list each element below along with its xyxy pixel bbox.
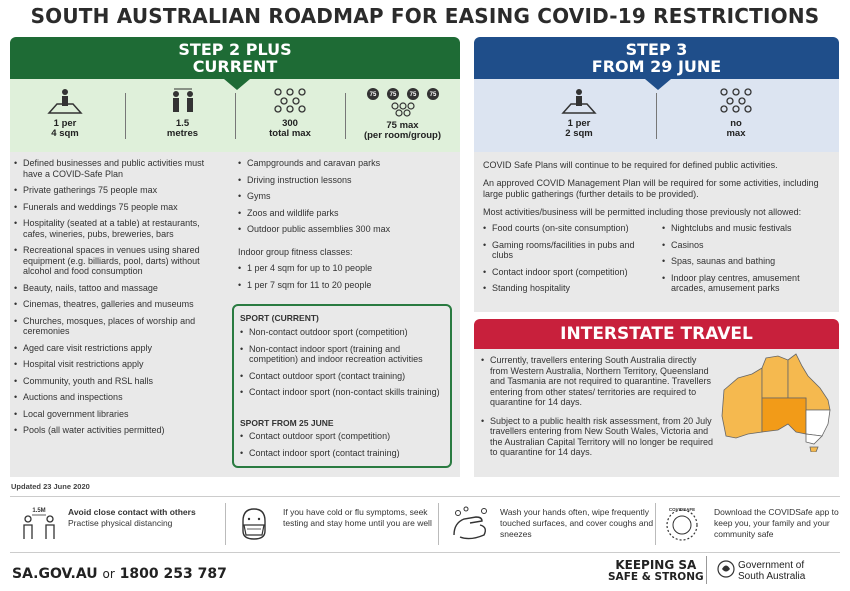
contact-or: or	[102, 567, 115, 581]
list-item: • Community, youth and RSL halls	[14, 376, 226, 387]
interstate-list	[481, 355, 716, 464]
step2-group-cell	[345, 79, 460, 152]
step3-max-line2: max	[726, 128, 746, 139]
fitness-heading: Indoor group fitness classes:	[238, 247, 353, 257]
list-item: • Casinos	[662, 240, 834, 251]
list-item: • Currently, travellers entering South Australia directly from Western Australia, Northern Territory, Queensland and Tasmania are not required to quarantine. Travellers entering from other states/ territories are required to quarantine for 14 days.	[481, 355, 716, 408]
distance-1-5m-icon	[20, 505, 58, 541]
step2-total-line2: total max	[269, 128, 311, 139]
covidsafe-app-icon	[662, 505, 702, 545]
list-item: • Gaming rooms/facilities in pubs and clubs	[483, 240, 653, 261]
step2-list-col2	[238, 158, 453, 241]
badge-75: 75	[389, 92, 396, 98]
list-item: • Outdoor public assemblies 300 max	[238, 224, 453, 235]
list-item: • Food courts (on-site consumption)	[483, 223, 653, 234]
brand-line1: KEEPING SA	[615, 558, 697, 572]
website-link[interactable]: SA.GOV.AU	[12, 566, 98, 582]
map-wa	[722, 368, 762, 438]
step3-max-line1: no	[730, 118, 742, 129]
government-line2: South Australia	[738, 571, 806, 582]
tip-hands-text: Wash your hands often, wipe frequently touched surfaces, and cover coughs and sneezes	[500, 507, 654, 539]
step3-notch	[645, 79, 671, 90]
person-on-mat-icon	[559, 87, 599, 115]
phone-number[interactable]: 1800 253 787	[119, 566, 227, 582]
list-item: • 1 per 7 sqm for 11 to 20 people	[238, 280, 453, 291]
sport-box	[232, 304, 452, 468]
list-item: • Subject to a public health risk assessment, from 20 July travellers entering from New South Wales, Victoria and the Australian Capital Territory will no longer be required to quarantine for 14 days.	[481, 416, 716, 458]
list-item: • Non-contact indoor sport (training and competition) and indoor recreation activities	[240, 344, 446, 365]
step3-list-col1	[483, 223, 653, 300]
tip-app	[662, 497, 840, 551]
badge-75: 75	[369, 92, 376, 98]
step3-para3: Most activities/business will be permitted including those previously not allowed:	[483, 207, 802, 217]
updated-date: Updated 23 June 2020	[11, 482, 90, 491]
list-item: • Hospital visit restrictions apply	[14, 359, 226, 370]
government-crest-icon	[717, 558, 735, 580]
crowd-icon	[714, 87, 758, 115]
interstate-heading: INTERSTATE TRAVEL	[474, 319, 839, 349]
list-item: • Cinemas, theatres, galleries and museums	[14, 299, 226, 310]
step2-distance-cell	[125, 79, 240, 152]
list-item: • Gyms	[238, 191, 453, 202]
list-item: • Contact outdoor sport (competition)	[240, 431, 446, 442]
contact-line	[12, 566, 227, 582]
list-item: • Churches, mosques, places of worship and ceremonies	[14, 316, 226, 337]
page-title: SOUTH AUSTRALIAN ROADMAP FOR EASING COVID-19 RESTRICTIONS	[30, 4, 820, 28]
step3-para2: An approved COVID Management Plan will be required for some activities, including large public gatherings (further details to be provided).	[483, 178, 819, 199]
fitness-list	[238, 263, 453, 296]
step3-para1: COVID Safe Plans will continue to be required for defined public activities.	[483, 160, 778, 170]
step3-heading	[474, 37, 839, 79]
tip-symptoms	[235, 497, 435, 551]
sport-current-heading: SPORT (CURRENT)	[240, 313, 319, 323]
list-item: • Recreational spaces in venues using shared equipment (e.g. billiards, pool, darts) without alcohol and food consumption	[14, 245, 226, 277]
list-item: • Zoos and wildlife parks	[238, 208, 453, 219]
covidsafe-badge: COVIDSAFE	[668, 507, 696, 512]
step2-density-line1: 1 per	[53, 118, 77, 129]
badge-75: 75	[409, 92, 416, 98]
badge-75: 75	[429, 92, 436, 98]
step2-distance-line2: metres	[166, 128, 199, 139]
step3-heading-line1: STEP 3	[625, 40, 688, 59]
divider	[225, 503, 226, 545]
step2-density-line2: 4 sqm	[51, 128, 79, 139]
list-item: • Pools (all water activities permitted)	[14, 425, 226, 436]
list-item: • Contact indoor sport (competition)	[483, 267, 653, 278]
tip-symptoms-text: If you have cold or flu symptoms, seek testing and stay home until you are well	[283, 507, 432, 528]
step2-notch	[224, 79, 250, 90]
list-item: • Driving instruction lessons	[238, 175, 453, 186]
list-item: • Auctions and inspections	[14, 392, 226, 403]
step2-heading	[10, 37, 460, 79]
sport-june-list	[240, 431, 446, 464]
tip-distance-title: Avoid close contact with others	[68, 507, 196, 517]
tip-distance-text: Practise physical distancing	[68, 518, 173, 528]
two-people-spacing-icon	[163, 87, 203, 115]
hand-washing-icon	[450, 505, 490, 543]
step2-distance-line1: 1.5	[175, 118, 190, 129]
government-line1: Government of	[738, 560, 805, 571]
list-item: • Funerals and weddings 75 people max	[14, 202, 226, 213]
map-tas	[810, 447, 818, 452]
list-item: • Private gatherings 75 people max	[14, 185, 226, 196]
list-item: • Contact outdoor sport (contact training)	[240, 371, 446, 382]
step2-total-line1: 300	[282, 118, 298, 129]
tip-hands	[450, 497, 655, 551]
distance-badge: 1.5M	[32, 508, 46, 514]
brand-logo	[608, 559, 704, 583]
list-item: • Standing hospitality	[483, 283, 653, 294]
map-sa	[762, 398, 806, 434]
list-item: • Indoor play centres, amusement arcades, amusement parks	[662, 273, 834, 294]
map-nt	[762, 356, 788, 398]
step2-group-line2: (per room/group)	[363, 130, 442, 141]
mask-face-icon	[235, 505, 273, 543]
list-item: • 1 per 4 sqm for up to 10 people	[238, 263, 453, 274]
australia-map	[718, 352, 836, 452]
step3-density-line2: 2 sqm	[565, 128, 593, 139]
step2-heading-line2: CURRENT	[192, 57, 278, 76]
list-item: • Beauty, nails, tattoo and massage	[14, 283, 226, 294]
divider	[656, 93, 657, 139]
person-on-mat-icon	[45, 87, 85, 115]
divider	[10, 552, 840, 553]
group-75-icon	[361, 87, 445, 117]
map-nsw	[806, 410, 830, 436]
list-item: • Contact indoor sport (non-contact skills training)	[240, 387, 446, 398]
list-item: • Defined businesses and public activities must have a COVID-Safe Plan	[14, 158, 226, 179]
divider	[706, 556, 707, 584]
step2-density-cell	[15, 79, 115, 152]
divider	[655, 503, 656, 545]
list-item: • Non-contact outdoor sport (competition)	[240, 327, 446, 338]
list-item: • Contact indoor sport (contact training)	[240, 448, 446, 459]
footer-tips	[10, 496, 840, 550]
list-item: • Campgrounds and caravan parks	[238, 158, 453, 169]
step2-list-col1	[14, 158, 226, 442]
list-item: • Aged care visit restrictions apply	[14, 343, 226, 354]
sport-current-list	[240, 327, 446, 404]
list-item: • Local government libraries	[14, 409, 226, 420]
government-label	[738, 560, 805, 582]
crowd-icon	[268, 87, 312, 115]
step2-heading-line1: STEP 2 PLUS	[178, 40, 292, 59]
sport-june-heading: SPORT FROM 25 JUNE	[240, 418, 334, 428]
step3-max-cell	[686, 79, 786, 152]
list-item: • Spas, saunas and bathing	[662, 256, 834, 267]
list-item: • Hospitality (seated at a table) at restaurants, cafes, wineries, pubs, breweries, bars	[14, 218, 226, 239]
step3-density-cell	[529, 79, 629, 152]
tip-distance	[20, 497, 220, 551]
tip-app-text: Download the COVIDSafe app to keep you, your family and your community safe	[714, 507, 839, 539]
brand-line2: SAFE & STRONG	[608, 571, 704, 583]
map-vic	[806, 434, 822, 444]
step2-group-line1: 75 max	[386, 120, 419, 131]
step3-density-line1: 1 per	[567, 118, 591, 129]
step3-heading-line2: FROM 29 JUNE	[591, 57, 722, 76]
step3-list-col2	[662, 223, 834, 300]
step2-total-cell	[235, 79, 345, 152]
list-item: • Nightclubs and music festivals	[662, 223, 834, 234]
divider	[438, 503, 439, 545]
